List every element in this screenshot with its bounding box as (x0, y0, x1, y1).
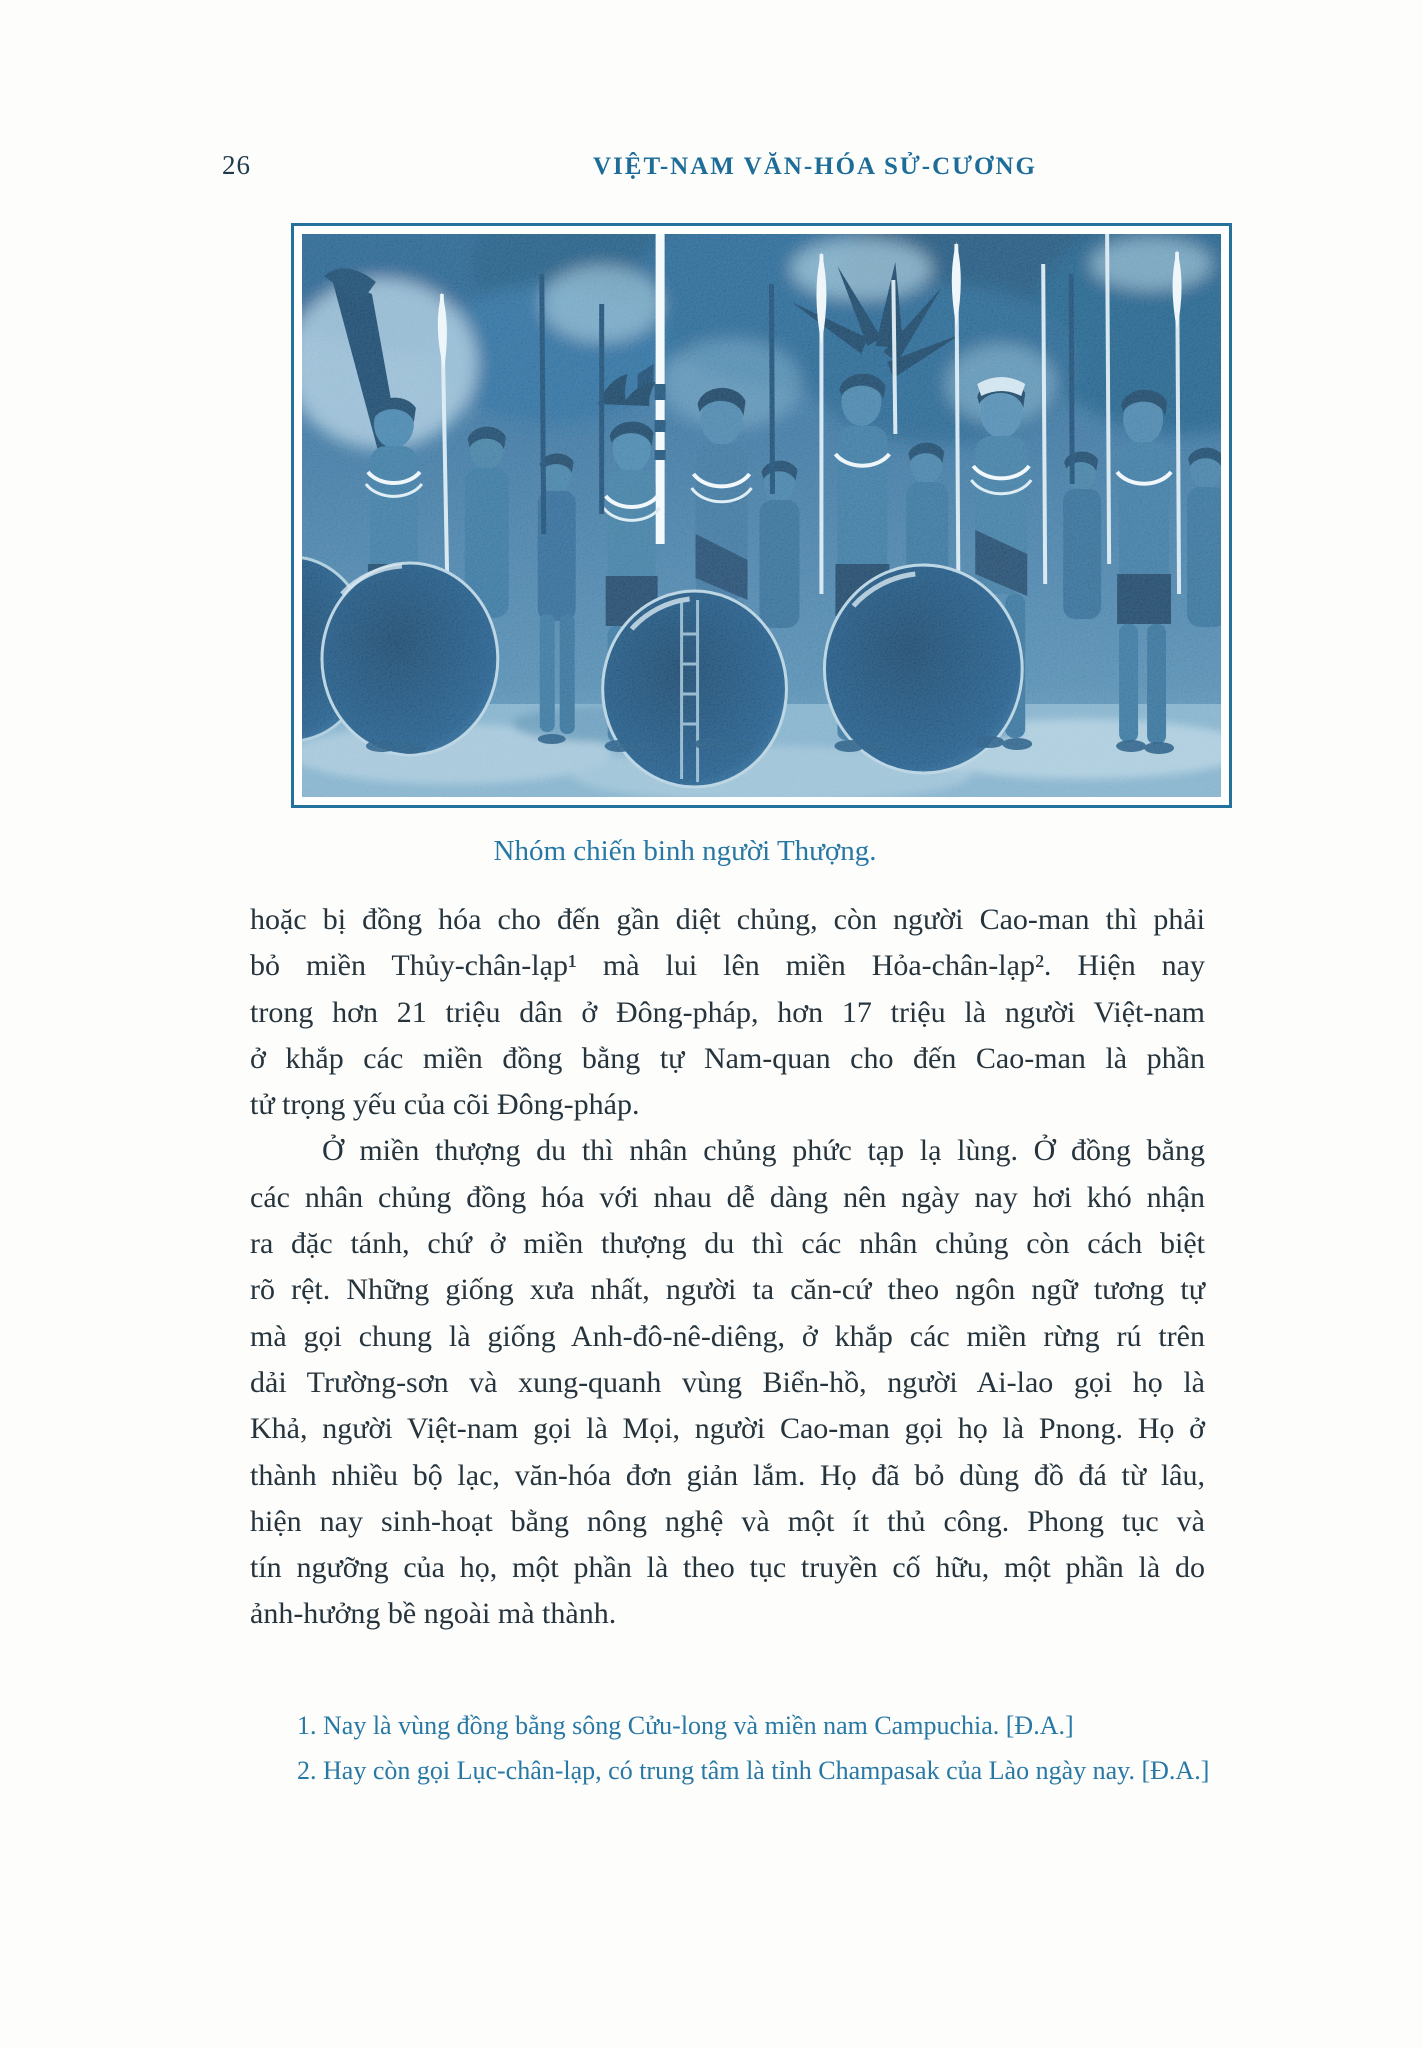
body-text-line: ở khắp các miền đồng bằng tự Nam-quan cho đến Cao-man là phần (250, 1041, 1205, 1075)
body-text-line: thành nhiều bộ lạc, văn-hóa đơn giản lắm. Họ đã bỏ dùng đồ đá từ lâu, (250, 1458, 1205, 1492)
body-text-line: hiện nay sinh-hoạt bằng nông nghệ và một ít thủ công. Phong tục và (250, 1504, 1205, 1538)
body-text-line: hoặc bị đồng hóa cho đến gần diệt chủng, còn người Cao-man thì phải (250, 903, 1205, 936)
warriors-photo-art (302, 234, 1221, 797)
body-text (250, 897, 1205, 1638)
figure-caption: Nhóm chiến binh người Thượng. (493, 835, 877, 867)
page-number: 26 (222, 150, 251, 180)
figure-frame (291, 223, 1232, 808)
body-text-line: các nhân chủng đồng hóa với nhau dễ dàng nên ngày nay hơi khó nhận (250, 1180, 1205, 1214)
body-text-line: bỏ miền Thủy-chân-lạp¹ mà lui lên miền Hỏa-chân-lạp². Hiện nay (250, 949, 1205, 983)
body-text-line: Ở miền thượng du thì nhân chủng phức tạp lạ lùng. Ở đồng bằng (322, 1134, 1205, 1168)
body-text-line: ra đặc tánh, chứ ở miền thượng du thì các nhân chủng còn cách biệt (250, 1227, 1205, 1261)
body-text-line: Khả, người Việt-nam gọi là Mọi, người Cao-man gọi họ là Pnong. Họ ở (250, 1412, 1205, 1446)
body-text-line: dải Trường-sơn và xung-quanh vùng Biển-hồ, người Ai-lao gọi họ là (250, 1365, 1205, 1399)
body-text-line: ảnh-hưởng bề ngoài mà thành. (250, 1597, 617, 1631)
body-text-line: tử trọng yếu của cõi Đông-pháp. (250, 1088, 640, 1122)
body-text-line: tín ngưỡng của họ, một phần là theo tục truyền cố hữu, một phần là do (250, 1551, 1205, 1585)
body-text-line: mà gọi chung là giống Anh-đô-nê-diêng, ở khắp các miền rừng rú trên (250, 1319, 1205, 1353)
body-text-line: trong hơn 21 triệu dân ở Đông-pháp, hơn 17 triệu là người Việt-nam (250, 995, 1205, 1029)
footnote: 2. Hay còn gọi Lục-chân-lạp, có trung tâm là tỉnh Champasak của Lào ngày nay. [Đ.A.] (297, 1756, 1210, 1785)
warriors-photo (302, 234, 1221, 797)
running-title: VIỆT-NAM VĂN-HÓA SỬ-CƯƠNG (593, 153, 1037, 180)
footnotes (297, 1703, 1210, 1793)
footnote: 1. Nay là vùng đồng bằng sông Cửu-long và miền nam Campuchia. [Đ.A.] (297, 1711, 1074, 1740)
body-text-line: rõ rệt. Những giống xưa nhất, người ta căn-cứ theo ngôn ngữ tương tự (250, 1273, 1205, 1307)
